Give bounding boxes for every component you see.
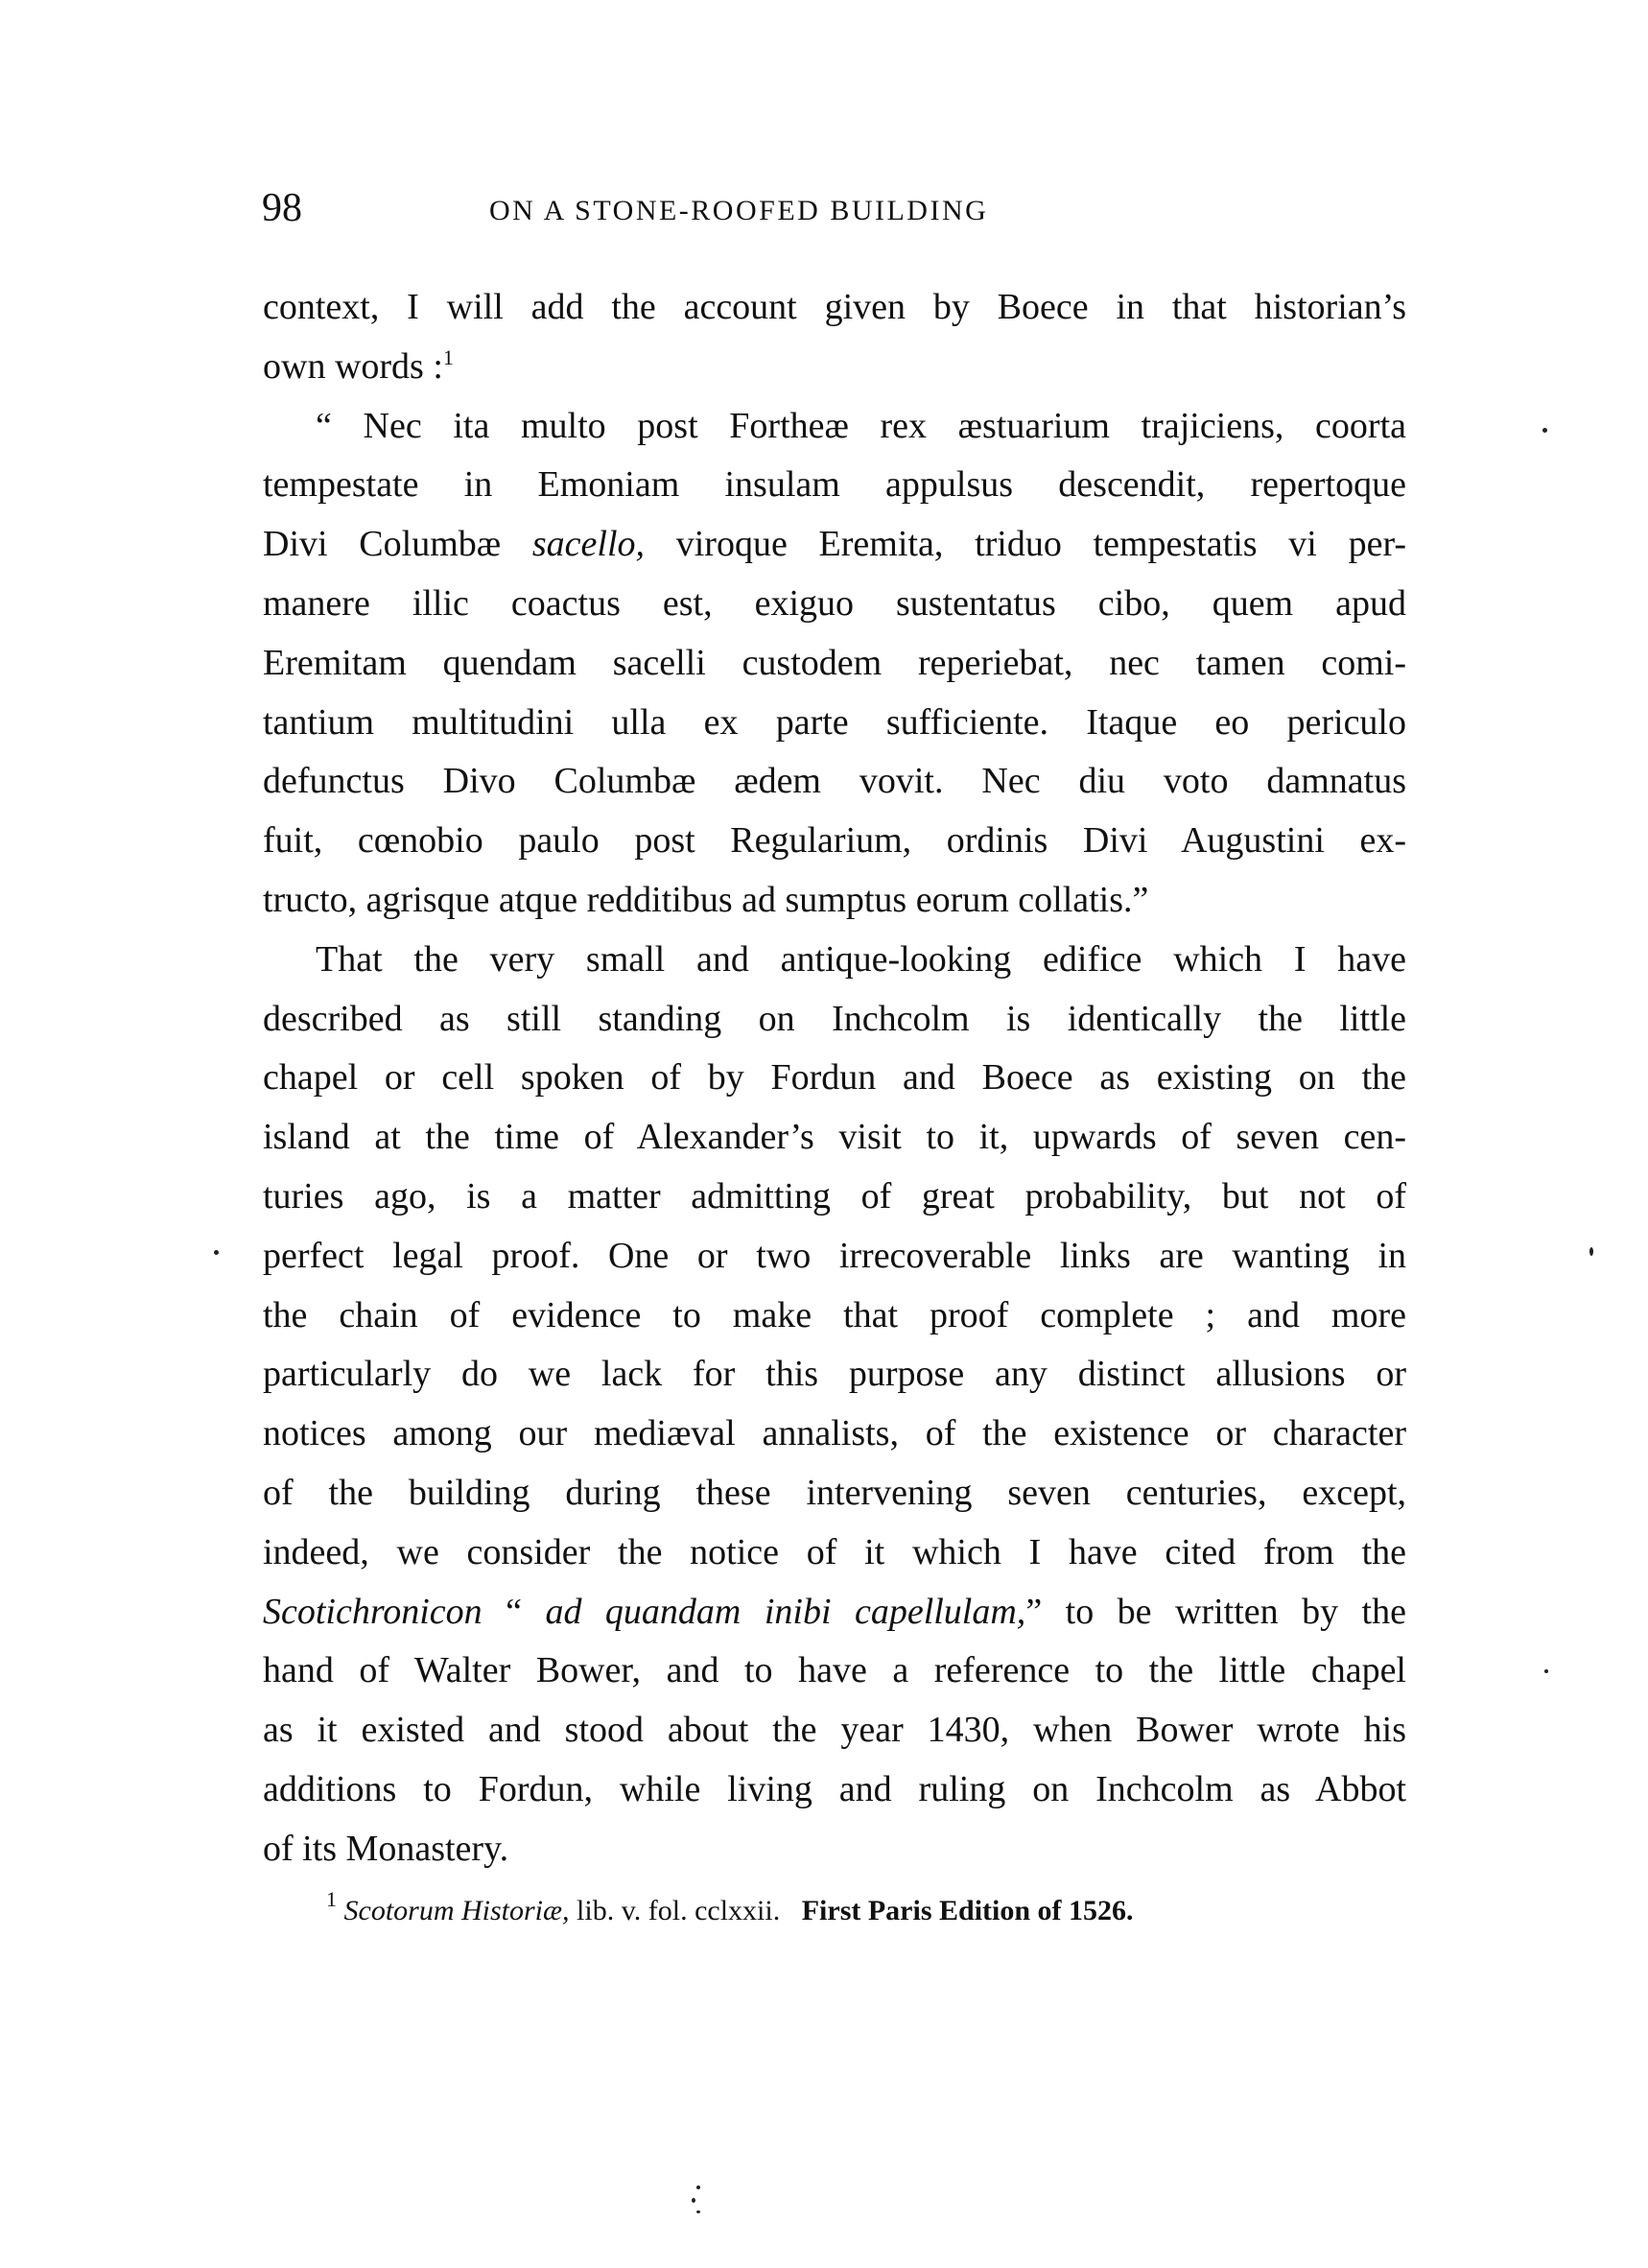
text-segment: indeed, we consider the notice of it which I have cited from the xyxy=(263,1531,1406,1572)
text-segment: particularly do we lack for this purpose any distinct allusions or xyxy=(263,1354,1406,1395)
body-text xyxy=(263,278,1406,1879)
text-segment: tempestate in Emoniam insulam appulsus descendit, repertoque xyxy=(263,464,1406,506)
text-line xyxy=(263,812,1406,871)
text-segment: the chain of evidence to make that proof complete ; and more xyxy=(263,1294,1406,1335)
text-line xyxy=(263,515,1406,575)
speck xyxy=(1589,1247,1593,1256)
text-segment: defunctus Divo Columbæ ædem vovit. Nec diu voto damnatus xyxy=(263,761,1406,802)
text-segment: hand of Walter Bower, and to have a reference to the little chapel xyxy=(263,1650,1406,1691)
text-segment: tructo, agrisque atque redditibus ad sumptus eorum collatis.” xyxy=(263,879,1149,920)
text-segment: That the very small and antique-looking edifice which I have xyxy=(316,938,1406,980)
text-segment: turies ago, is a matter admitting of great probability, but not of xyxy=(263,1175,1406,1217)
text-line xyxy=(263,1583,1406,1642)
text-line xyxy=(263,456,1406,515)
text-line xyxy=(263,338,1406,397)
text-segment: ” to be written by the xyxy=(1025,1591,1406,1632)
text-segment: additions to Fordun, while living and ruling on Inchcolm as Abbot xyxy=(263,1768,1406,1809)
footnote-reference: lib. v. fol. cclxxii. xyxy=(569,1895,781,1926)
text-line xyxy=(263,1524,1406,1583)
text-line xyxy=(263,1345,1406,1405)
text-segment: described as still standing on Inchcolm is identically the little xyxy=(263,998,1406,1039)
text-line xyxy=(263,1108,1406,1168)
text-segment: notices among our mediæval annalists, of the existence or character xyxy=(263,1413,1406,1454)
text-line xyxy=(263,278,1406,338)
page-number: 98 xyxy=(262,186,302,230)
text-segment: Eremitam quendam sacelli custodem reperiebat, nec tamen comi- xyxy=(263,642,1406,683)
running-title: ON A STONE-ROOFED BUILDING xyxy=(489,195,989,226)
speck xyxy=(1542,428,1547,433)
text-line xyxy=(263,1820,1406,1879)
footnote-marker: 1 xyxy=(326,1887,337,1911)
footnote xyxy=(326,1887,1134,1927)
text-line xyxy=(263,1760,1406,1820)
text-segment: as it existed and stood about the year 1430, when Bower wrote his xyxy=(263,1710,1406,1751)
text-line xyxy=(263,871,1406,931)
text-segment: manere illic coactus est, exiguo sustentatus cibo, quem apud xyxy=(263,582,1406,624)
text-segment: island at the time of Alexander’s visit to it, upwards of seven cen- xyxy=(263,1117,1406,1158)
text-line xyxy=(263,1227,1406,1287)
speck xyxy=(696,2185,700,2189)
text-line xyxy=(263,1642,1406,1701)
text-segment: perfect legal proof. One or two irrecoverable links are wanting in xyxy=(263,1235,1406,1276)
text-line xyxy=(263,1049,1406,1108)
italic-text: Scotichronicon xyxy=(263,1591,483,1632)
text-line xyxy=(263,1405,1406,1464)
text-line xyxy=(263,1287,1406,1346)
speck xyxy=(696,2210,700,2213)
text-segment: tantium multitudini ulla ex parte sufficiente. Itaque eo periculo xyxy=(263,701,1406,743)
text-segment: “ xyxy=(482,1591,546,1632)
text-segment: fuit, cœnobio paulo post Regularium, ordinis Divi Augustini ex- xyxy=(263,820,1406,862)
text-segment: viroque Eremita, triduo tempestatis vi per- xyxy=(645,524,1406,565)
text-line xyxy=(263,1168,1406,1227)
text-segment: “ Nec ita multo post Fortheæ rex æstuarium trajiciens, coorta xyxy=(316,405,1406,446)
text-line xyxy=(263,397,1406,457)
text-segment: of its Monastery. xyxy=(263,1828,509,1869)
text-segment: own words : xyxy=(263,345,443,387)
text-segment: chapel or cell spoken of by Fordun and Boece as existing on the xyxy=(263,1057,1406,1099)
text-line xyxy=(263,575,1406,634)
footnote-edition: First Paris Edition of 1526. xyxy=(801,1895,1134,1926)
text-line xyxy=(263,1701,1406,1760)
text-segment: Divi Columbæ xyxy=(263,524,532,565)
text-segment: context, I will add the account given by Boece in that historian’s xyxy=(263,287,1406,327)
italic-text: sacello, xyxy=(531,524,645,565)
text-segment: of the building during these intervening seven centuries, except, xyxy=(263,1472,1406,1513)
speck xyxy=(214,1250,219,1255)
text-line xyxy=(263,752,1406,812)
speck xyxy=(1544,1669,1548,1673)
text-line xyxy=(263,990,1406,1050)
footnote-title: Scotorum Historiæ, xyxy=(343,1895,570,1926)
text-line xyxy=(263,931,1406,990)
italic-text: ad quandam inibi capellulam, xyxy=(545,1591,1026,1632)
speck xyxy=(692,2198,695,2203)
footnote-reference-marker: 1 xyxy=(442,344,454,369)
text-line xyxy=(263,634,1406,694)
text-line xyxy=(263,1464,1406,1524)
text-line xyxy=(263,694,1406,753)
